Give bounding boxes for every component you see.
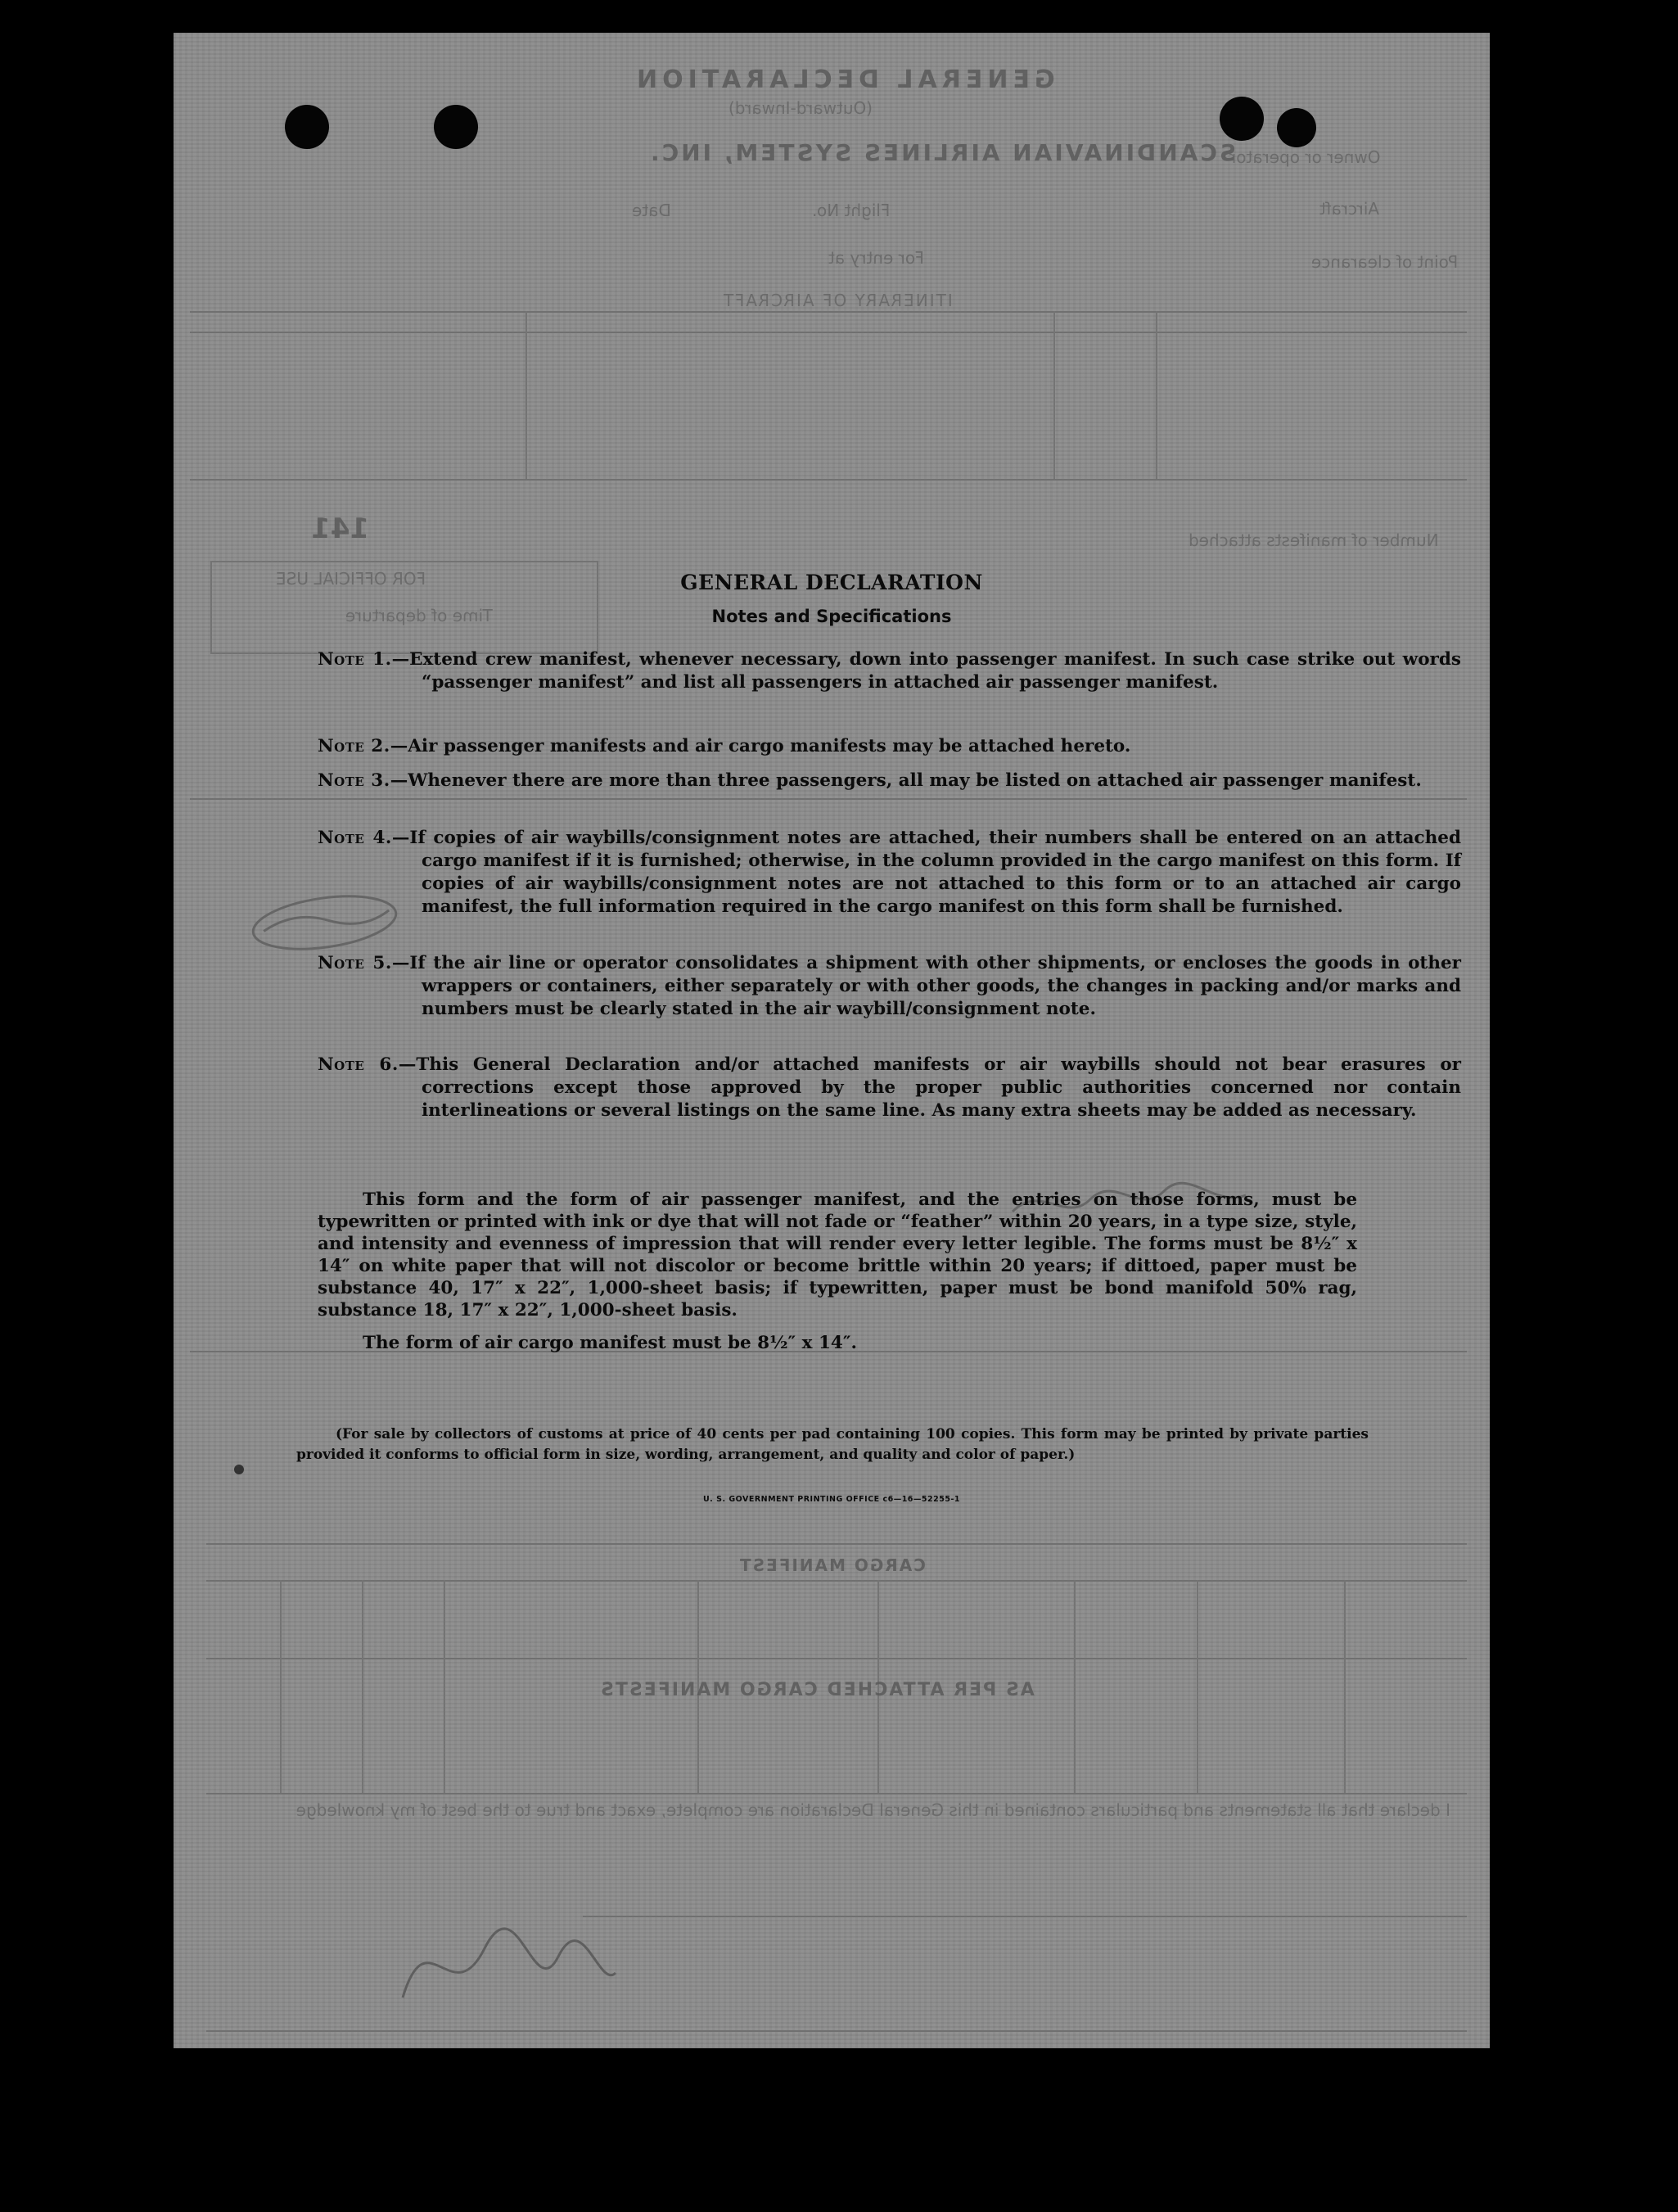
show-through-operator-value: SCANDINAVIAN AIRLINES SYSTEM, INC. — [648, 139, 1237, 166]
note-text: If the air line or operator consolidates a shipment with other shipments, or encloses the goods in other wrappers or containers, either separately or with other goods, the changes in packing and/or marks and numbers must be clearly stated in the air waybill/consignment note. — [409, 953, 1461, 1019]
punch-hole-left — [285, 105, 329, 149]
show-through-rule — [280, 1580, 282, 1793]
show-through-rule — [190, 798, 1467, 800]
note-label: Note 4. — [318, 828, 392, 848]
pencil-signature — [395, 1899, 624, 2022]
note-2: Note 2.—Air passenger manifests and air cargo manifests may be attached hereto. — [318, 736, 1131, 756]
cargo-manifest-size: The form of air cargo manifest must be 8½″ x 14″. — [363, 1333, 857, 1353]
form-title: GENERAL DECLARATION — [680, 571, 983, 594]
note-text: Extend crew manifest, whenever necessary, down into passenger manifest. In such case strike out words “passenger manifest” and list all passengers in attached air passenger manifest. — [409, 649, 1461, 693]
form-subtitle: Notes and Specifications — [711, 607, 952, 626]
printer-line: U. S. GOVERNMENT PRINTING OFFICE c6—16—52255-1 — [702, 1495, 961, 1504]
show-through-declaration: I declare that all statements and particulars contained in this General Declaration are complete, exact and true to the best of my knowledge — [295, 1800, 1450, 1820]
show-through-operator-label: Owner or operator — [1229, 147, 1381, 167]
show-through-attached: AS PER ATTACHED CARGO MANIFESTS — [599, 1680, 1035, 1700]
show-through-rule — [1053, 311, 1055, 479]
show-through-departure: Time of departure — [345, 606, 493, 625]
punch-hole-center — [434, 105, 478, 149]
show-through-rule — [206, 2030, 1467, 2032]
show-through-flight-label: Flight No. — [812, 201, 891, 220]
show-through-number: 141 — [311, 512, 369, 545]
show-through-rule — [190, 332, 1467, 333]
paper-requirements-paragraph: This form and the form of air passenger manifest, and the entries on those forms, must be typewritten or printed with ink or dye that will not fade or “feather” within 20 years, in a type size, style, and intensity and evenness of impression that will render every letter legible. The forms must be 8½″ x 14″ on white paper that will not discolor or become brittle within 20 years; if dittoed, paper must be substance 40, 17″ x 22″, 1,000-sheet basis; if typewritten, paper must be bond manifold 50% rag, substance 18, 17″ x 22″, 1,000-sheet basis. — [318, 1190, 1357, 1320]
note-label: Note 3. — [318, 770, 390, 791]
show-through-rule — [1344, 1580, 1346, 1793]
note-1: Note 1.—Extend crew manifest, whenever necessary, down into passenger manifest. In such case strike out words “passenger manifest” and list all passengers in attached air passenger manifest. — [318, 649, 1461, 693]
show-through-aircraft-label: Aircraft — [1319, 199, 1380, 219]
show-through-rule — [1074, 1580, 1076, 1793]
note-4: Note 4.—If copies of air waybills/consignment notes are attached, their numbers shall be entered on an attached cargo manifest if it is furnished; otherwise, in the column provided in the cargo manifest on this form. If copies of air waybills/consignment notes are not attached to this form or to an attached air cargo manifest, the full information required in the cargo manifest on this form shall be furnished. — [318, 828, 1461, 917]
sale-notice: (For sale by collectors of customs at price of 40 cents per pad containing 100 copies. This form may be printed by private parties provided it conforms to official form in size, wording, arrangement, and quality and color of paper.) — [296, 1426, 1369, 1463]
show-through-header-sub: (Outward-Inward) — [728, 98, 873, 118]
note-text: Air passenger manifests and air cargo manifests may be attached hereto. — [408, 736, 1131, 756]
show-through-itinerary-label: ITINERARY OF AIRCRAFT — [722, 291, 953, 310]
show-through-rule — [526, 311, 527, 479]
show-through-header-title: GENERAL DECLARATION — [632, 65, 1055, 94]
show-through-rule — [1197, 1580, 1198, 1793]
note-text: This General Declaration and/or attached manifests or air waybills should not bear erasures or corrections except those approved by the proper public authorities concerned nor contain interlineations or several listings on the same line. As many extra sheets may be added as necessary. — [416, 1054, 1462, 1121]
show-through-rule — [444, 1580, 445, 1793]
note-5: Note 5.—If the air line or operator consolidates a shipment with other shipments, or encloses the goods in other wrappers or containers, either separately or with other goods, the changes in packing and/or marks and numbers must be clearly stated in the air waybill/consignment note. — [318, 953, 1461, 1019]
note-label: Note 1. — [318, 649, 392, 670]
document-sheet — [174, 33, 1490, 2048]
show-through-rule — [206, 1658, 1467, 1659]
show-through-rule — [206, 1543, 1467, 1545]
note-label: Note 6. — [318, 1054, 399, 1075]
show-through-rule — [583, 1916, 1467, 1917]
note-label: Note 2. — [318, 736, 390, 756]
punch-hole-far-right — [1277, 108, 1316, 147]
show-through-rule — [190, 479, 1467, 481]
note-label: Note 5. — [318, 953, 392, 973]
show-through-rule — [206, 1793, 1467, 1794]
ink-speck — [223, 1453, 255, 1486]
show-through-rule — [1156, 311, 1157, 479]
show-through-date-label: Date — [632, 201, 671, 220]
show-through-official-use: FOR OFFICIAL USE — [276, 569, 426, 589]
show-through-manifests-label: Number of manifests attached — [1189, 530, 1439, 550]
show-through-entry-label: For entry at — [828, 248, 924, 268]
show-through-rule — [362, 1580, 363, 1793]
show-through-rule — [190, 311, 1467, 313]
note-3: Note 3.—Whenever there are more than three passengers, all may be listed on attached air passenger manifest. — [318, 770, 1422, 791]
note-text: Whenever there are more than three passengers, all may be listed on attached air passenger manifest. — [408, 770, 1422, 791]
show-through-rule — [206, 1580, 1467, 1582]
note-6: Note 6.—This General Declaration and/or attached manifests or air waybills should not bear erasures or corrections except those approved by the proper public authorities concerned nor contain interlineations or several listings on the same line. As many extra sheets may be added as necessary. — [318, 1054, 1462, 1121]
punch-hole-right — [1220, 97, 1264, 141]
note-text: If copies of air waybills/consignment notes are attached, their numbers shall be entered on an attached cargo manifest if it is furnished; otherwise, in the column provided in the cargo manifest on this form. If copies of air waybills/consignment notes are not attached to this form or to an attached air cargo manifest, the full information required in the cargo manifest on this form shall be furnished. — [409, 828, 1461, 917]
show-through-cargo-manifest: CARGO MANIFEST — [738, 1555, 926, 1575]
show-through-clearance-label: Point of clearance — [1311, 252, 1459, 272]
